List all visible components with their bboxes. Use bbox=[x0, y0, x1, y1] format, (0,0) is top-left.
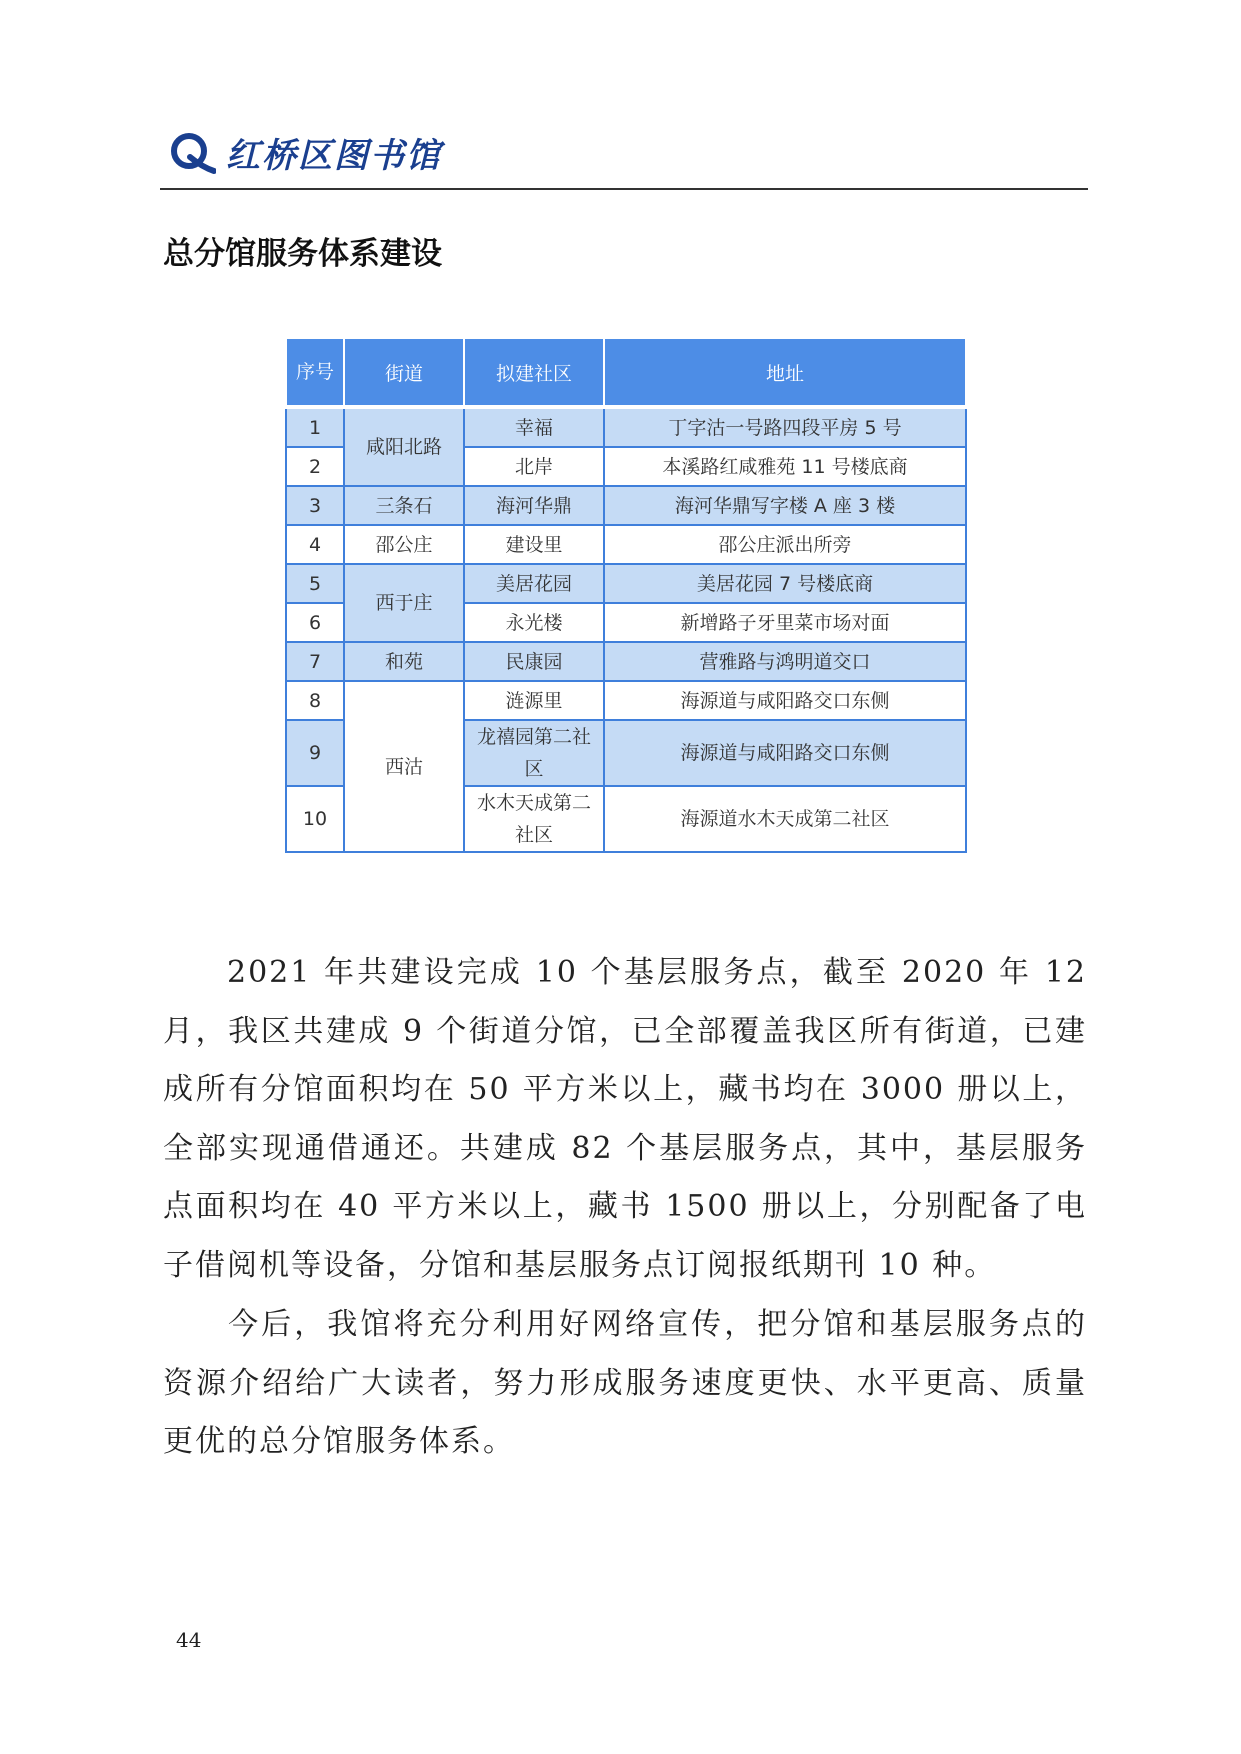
row-number: 3 bbox=[286, 486, 344, 525]
community-name: 建设里 bbox=[464, 525, 604, 564]
table-row bbox=[286, 525, 966, 564]
header-divider bbox=[160, 188, 1088, 190]
library-logo-icon bbox=[168, 131, 216, 175]
row-number: 8 bbox=[286, 681, 344, 720]
street-name: 邵公庄 bbox=[344, 525, 464, 564]
address: 邵公庄派出所旁 bbox=[604, 525, 966, 564]
address: 丁字沽一号路四段平房 5 号 bbox=[604, 407, 966, 447]
address: 本溪路红咸雅苑 11 号楼底商 bbox=[604, 447, 966, 486]
community-name: 海河华鼎 bbox=[464, 486, 604, 525]
page-header bbox=[160, 128, 1088, 192]
row-number: 2 bbox=[286, 447, 344, 486]
row-number: 7 bbox=[286, 642, 344, 681]
table-header-row bbox=[286, 338, 966, 407]
table-row bbox=[286, 642, 966, 681]
library-logo-text: 红桥区图书馆 bbox=[226, 136, 442, 176]
street-name: 和苑 bbox=[344, 642, 464, 681]
street-name: 三条石 bbox=[344, 486, 464, 525]
address: 海河华鼎写字楼 A 座 3 楼 bbox=[604, 486, 966, 525]
table-row bbox=[286, 681, 966, 720]
body-paragraph bbox=[163, 944, 1087, 1296]
body-paragraph bbox=[163, 1296, 1087, 1472]
column-header-community: 拟建社区 bbox=[464, 338, 604, 407]
table-row bbox=[286, 486, 966, 525]
paragraph-text: 今后，我馆将充分利用好网络宣传，把分馆和基层服务点的资源介绍给广大读者，努力形成服务速度更快、水平更高、质量更优的总分馆服务体系。 bbox=[163, 1307, 1087, 1460]
address: 新增路子牙里菜市场对面 bbox=[604, 603, 966, 642]
community-name: 美居花园 bbox=[464, 564, 604, 603]
library-logo bbox=[168, 128, 442, 177]
row-number: 5 bbox=[286, 564, 344, 603]
column-header-number: 序号 bbox=[286, 338, 344, 407]
address: 营雅路与鸿明道交口 bbox=[604, 642, 966, 681]
row-number: 4 bbox=[286, 525, 344, 564]
column-header-street: 街道 bbox=[344, 338, 464, 407]
street-name: 西于庄 bbox=[344, 564, 464, 642]
community-name: 龙禧园第二社区 bbox=[464, 720, 604, 786]
address: 海源道与咸阳路交口东侧 bbox=[604, 681, 966, 720]
row-number: 9 bbox=[286, 720, 344, 786]
community-name: 北岸 bbox=[464, 447, 604, 486]
community-name: 涟源里 bbox=[464, 681, 604, 720]
street-name: 西沽 bbox=[344, 681, 464, 852]
address: 海源道与咸阳路交口东侧 bbox=[604, 720, 966, 786]
community-name: 民康园 bbox=[464, 642, 604, 681]
community-name: 永光楼 bbox=[464, 603, 604, 642]
community-name: 水木天成第二社区 bbox=[464, 786, 604, 852]
row-number: 10 bbox=[286, 786, 344, 852]
page-number: 44 bbox=[176, 1628, 202, 1652]
row-number: 1 bbox=[286, 407, 344, 447]
street-name: 咸阳北路 bbox=[344, 407, 464, 486]
paragraph-text: 2021 年共建设完成 10 个基层服务点，截至 2020 年 12 月，我区共建成 9 个街道分馆，已全部覆盖我区所有街道，已建成所有分馆面积均在 50 平方米以上，藏书均在 3000 册以上，全部实现通借通还。共建成 82 个基层服务点，其中，基层服务点面积均在 40 平方米以上，藏书 1500 册以上，分别配备了电子借阅机等设备，分馆和基层服务点订阅报纸期刊 10 种。 bbox=[163, 955, 1087, 1283]
column-header-address: 地址 bbox=[604, 338, 966, 407]
address: 海源道水木天成第二社区 bbox=[604, 786, 966, 852]
table-row bbox=[286, 564, 966, 603]
community-table bbox=[285, 337, 965, 853]
community-name: 幸福 bbox=[464, 407, 604, 447]
row-number: 6 bbox=[286, 603, 344, 642]
section-title: 总分馆服务体系建设 bbox=[163, 236, 442, 272]
address: 美居花园 7 号楼底商 bbox=[604, 564, 966, 603]
table-row bbox=[286, 407, 966, 447]
